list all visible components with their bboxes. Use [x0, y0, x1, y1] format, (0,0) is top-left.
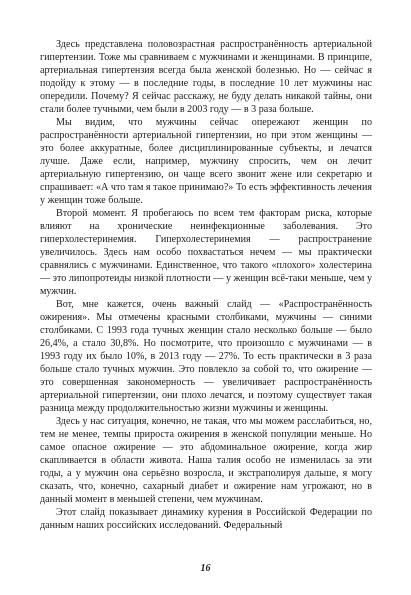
paragraph: Второй момент. Я пробегаюсь по всем тем факторам риска, которые влияют на хронические неинфекционные заболевания. Это гиперхолестеринемия. Гиперхолестеринемия — распространение увеличилось. Здесь нам особо похвастаться нечем — мы практически сравнялись с мужчинами. Единственное, что такого «плохого» холестерина — это липопротеиды низкой плотности — у женщин всё-таки меньше, чем у мужчин.	[40, 208, 372, 297]
paragraph: Мы видим, что мужчины сейчас опережают женщин по распространённости артериальной гипертензии, но при этом женщины — это более аккуратные, более дисциплинированные субъекты, и лечатся лучше. Даже если, например, мужчину спросить, чем он лечит артериальную гипертензию, он чаще всего звонит жене или секретарю и спрашивает: «А что там я такое принимаю?» То есть эффективность лечения у женщин тоже больше.	[40, 117, 372, 206]
paragraph: Здесь у нас ситуация, конечно, не такая, что мы можем расслабиться, но, тем не менее, темпы прироста ожирения в женской популяции меньше. Но самое опасное ожирение — это абдоминальное ожирение, когда жир скапливается в области живота. Наша талия особо не изменилась за эти годы, а у мужчин она серьёзно возросла, и экстраполируя дальше, я могу сказать, что, конечно, сахарный диабет и ожирение нам угрожают, но в данный момент в меньшей степени, чем мужчинам.	[40, 416, 372, 505]
page-body-text	[40, 38, 372, 532]
paragraph: Вот, мне кажется, очень важный слайд — «Распространённость ожирения». Мы отмечены красными столбиками, мужчины — синими столбиками. С 1993 года тучных женщин стало несколько больше — было 26,4%, а стало 30,8%. Но посмотрите, что произошло с мужчинами — в 1993 году их было 10%, в 2013 году — 27%. То есть практически в 3 раза больше стало тучных мужчин. Это повлекло за собой то, что ожирение — это совершенная закономерность — увеличивает распространённость артериальной гипертензии, они плохо лечатся, и поэтому существует такая разница между продолжительностью жизни мужчины и женщины.	[40, 299, 372, 414]
paragraph: Здесь представлена половозрастная распространённость артериальной гипертензии. Тоже мы сравниваем с мужчинами и женщинами. В принципе, артериальная гипертензия всегда была женской болезнью. Но — сейчас я подойду к этому — в последние годы, в последние 10 лет мужчины нас опередили. Почему? Я сейчас расскажу, не буду делать никакой тайны, они стали более тучными, чем были в 2003 году — в 3 раза больше.	[40, 39, 372, 115]
paragraph: Этот слайд показывает динамику курения в Российской Федерации по данным наших российских исследований. Федеральный	[40, 507, 372, 531]
page-number: 16	[200, 563, 211, 574]
